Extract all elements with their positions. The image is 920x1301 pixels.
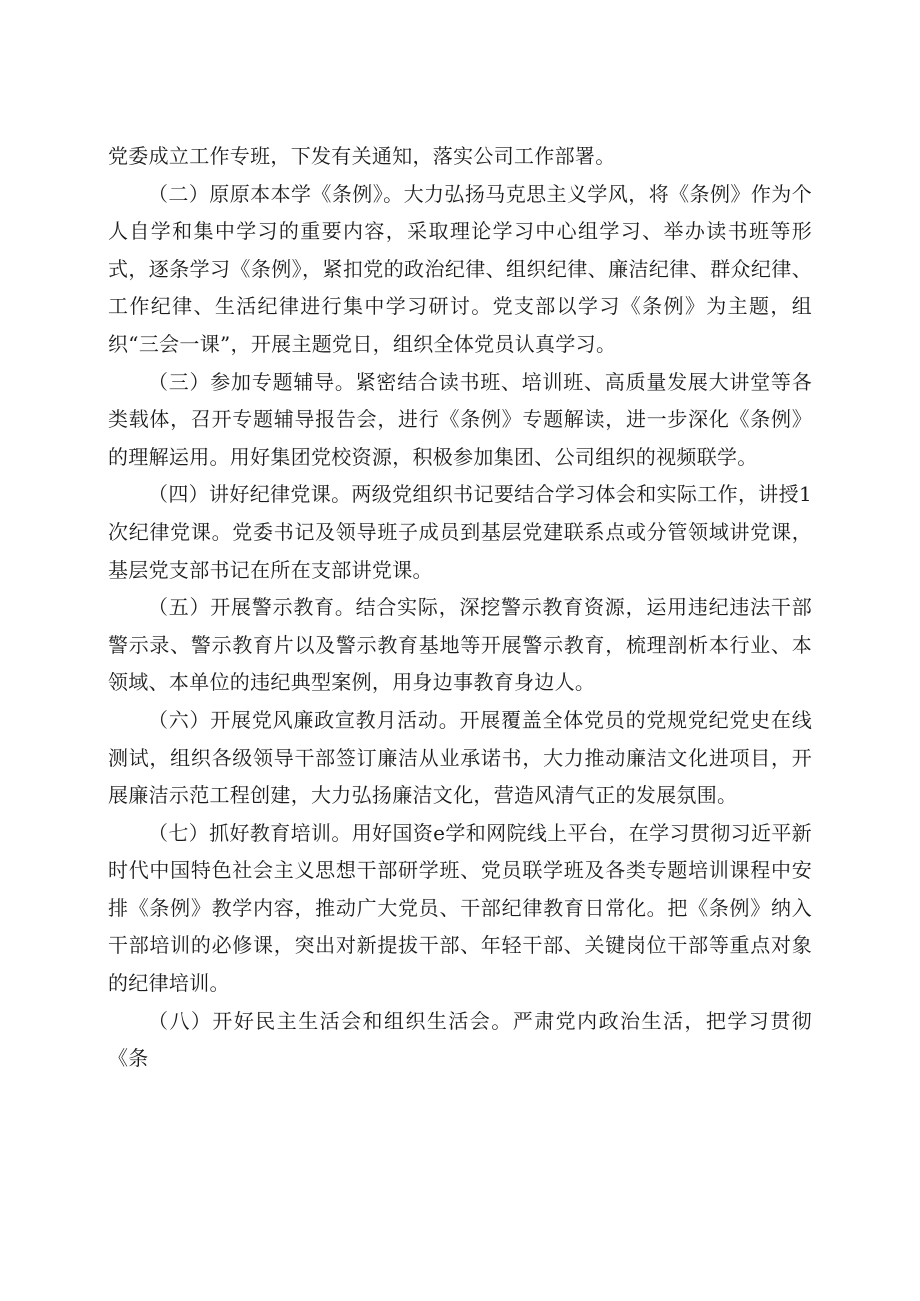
paragraph-section-7: （七）抓好教育培训。用好国资e学和网院线上平台，在学习贯彻习近平新时代中国特色社会主义思想干部研学班、党员联学班及各类专题培训课程中安排《条例》教学内容，推动广大党员、干部纪律教育日常化。把《条例》纳入干部培训的必修课，突出对新提拔干部、年轻干部、关键岗位干部等重点对象的纪律培训。 (108, 820, 812, 996)
document-body (108, 138, 812, 1078)
paragraph-section-2: （二）原原本本学《条例》。大力弘扬马克思主义学风，将《条例》作为个人自学和集中学习的重要内容，采取理论学习中心组学习、举办读书班等形式，逐条学习《条例》，紧扣党的政治纪律、组织纪律、廉洁纪律、群众纪律、工作纪律、生活纪律进行集中学习研讨。党支部以学习《条例》为主题，组织“三会一课”，开展主题党日，组织全体党员认真学习。 (108, 181, 812, 356)
paragraph-continuation: 党委成立工作专班，下发有关通知，落实公司工作部署。 (108, 144, 616, 168)
paragraph-section-6: （六）开展党风廉政宣教月活动。开展覆盖全体党员的党规党纪党史在线测试，组织各级领导干部签订廉洁从业承诺书，大力推动廉洁文化进项目，开展廉洁示范工程创建，大力弘扬廉洁文化，营造风清气正的发展氛围。 (108, 707, 812, 808)
paragraph-section-5: （五）开展警示教育。结合实际，深挖警示教育资源，运用违纪违法干部警示录、警示教育片以及警示教育基地等开展警示教育，梳理剖析本行业、本领域、本单位的违纪典型案例，用身边事教育身边人。 (108, 595, 812, 695)
paragraph-section-8: （八）开好民主生活会和组织生活会。严肃党内政治生活，把学习贯彻《条 (108, 1008, 812, 1071)
paragraph-section-3: （三）参加专题辅导。紧密结合读书班、培训班、高质量发展大讲堂等各类载体，召开专题辅导报告会，进行《条例》专题解读，进一步深化《条例》的理解运用。用好集团党校资源，积极参加集团、公司组织的视频联学。 (108, 369, 812, 469)
paragraph-section-4: （四）讲好纪律党课。两级党组织书记要结合学习体会和实际工作，讲授1次纪律党课。党委书记及领导班子成员到基层党建联系点或分管领域讲党课，基层党支部书记在所在支部讲党课。 (108, 482, 812, 582)
